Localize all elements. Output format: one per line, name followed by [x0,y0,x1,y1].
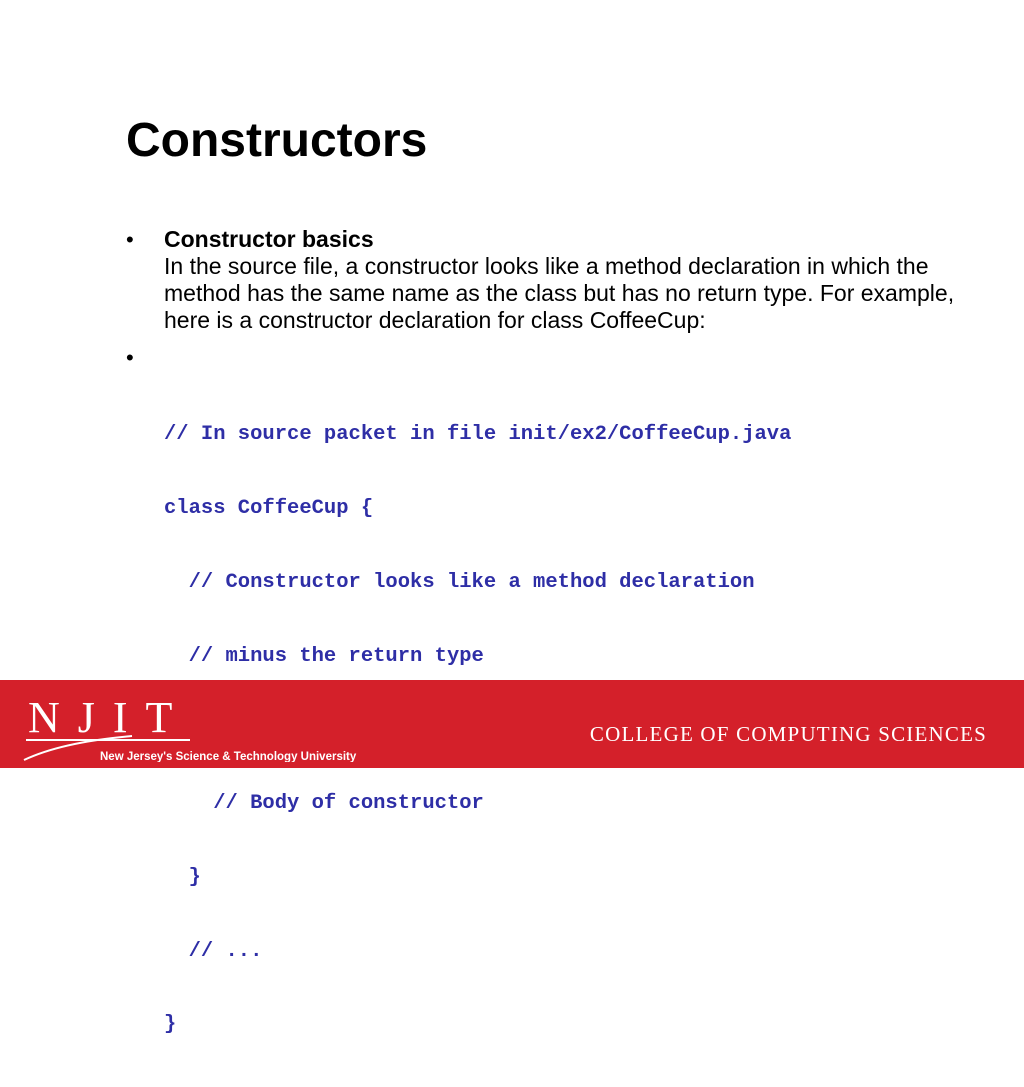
code-line: class CoffeeCup { [164,496,374,520]
bullet-marker: • [126,227,134,252]
college-name: COLLEGE OF COMPUTING SCIENCES [589,722,987,746]
footer-banner [0,680,1024,768]
njit-logo [22,690,382,762]
slide-title: Constructors [126,114,428,167]
bullet-marker: • [126,345,134,370]
code-line: // Constructor looks like a method declaration [164,570,755,594]
logo-wordmark: NJIT [28,693,191,742]
code-line: // minus the return type [164,644,484,668]
logo-tagline: New Jersey's Science & Technology University [100,751,357,762]
bullet-list [126,226,986,1087]
bullet-empty-line [164,344,986,371]
code-line: // ... [164,939,263,963]
code-line: // In source packet in file init/ex2/CoffeeCup.java [164,423,792,447]
code-line: } [164,865,201,889]
code-line: // Body of constructor [164,792,484,816]
bullet-constructor-basics [126,226,986,334]
bullet-text: In the source file, a constructor looks like a method declaration in which the method has the same name as the class but has no return type. For example, here is a constructor declaration for class CoffeeCup: [164,253,955,333]
code-line: } [164,1013,177,1037]
bullet-heading: Constructor basics [164,226,374,252]
